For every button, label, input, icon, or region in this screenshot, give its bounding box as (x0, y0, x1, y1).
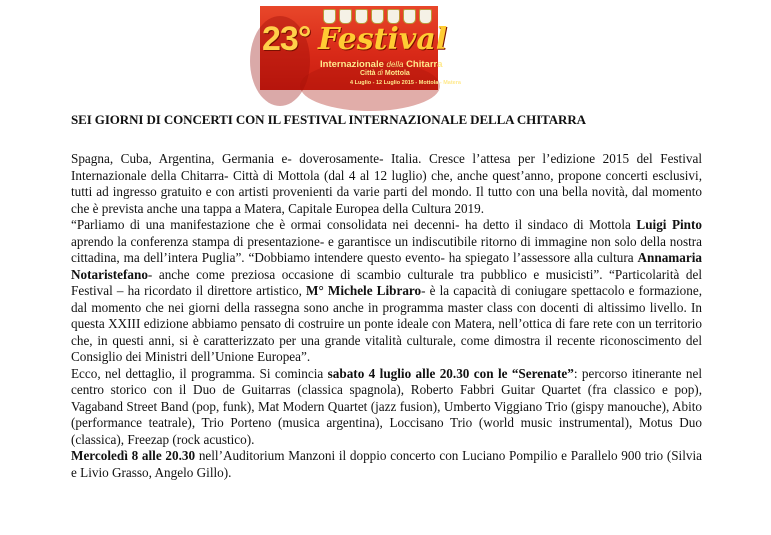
paragraph: Mercoledì 8 alle 20.30 nell’Auditorium Manzoni il doppio concerto con Luciano Pompilio e Parallelo 900 trio (Silvia e Livio Grasso, Angelo Gillo). (71, 448, 702, 480)
festival-subtitle: Internazionale della Chitarra (320, 59, 443, 70)
festival-banner (260, 6, 461, 90)
paragraph: Spagna, Cuba, Argentina, Germania e- doverosamente- Italia. Cresce l’attesa per l’edizione 2015 del Festival Internazionale della Chitarra- Città di Mottola (dal 4 al 12 luglio) che, anche quest’anno, propone concerti esclusivi, tutti ad ingresso gratuito e con artisti provenienti da varie parti del mondo. Il tutto con una bella novità, dal momento che è prevista anche una tappa a Matera, Capitale Europea della Cultura 2019. (71, 151, 702, 216)
festival-title: Festival (318, 22, 448, 57)
edition-number: 23° (262, 20, 311, 58)
paragraph: “Parliamo di una manifestazione che è ormai consolidata nei decenni- ha detto il sindaco di Mottola Luigi Pinto aprendo la conferenza stampa di presentazione- e garantisce un indiscutibile ritorno di immagine non solo della nostra cittadina, ma dell’intera Puglia”. “Dobbiamo intendere questo evento- ha spiegato l’assessore alla cultura Annamaria Notaristefano- anche come preziosa occasione di scambio culturale tra pubblico e musicisti”. “Particolarità del Festival – ha ricordato il direttore artistico, M° Michele Libraro- è la capacità di coniugare spettacolo e formazione, dal momento che nei giorni della rassegna sono anche in programma master class con docenti di altissimo livello. In questa XXIII edizione abbiamo pensato di costruire un ponte ideale con Matera, nell’ottica di fare rete con un territorio che, in questi anni, si è caratterizzato per una grande vitalità culturale, come dimostra il recente riconoscimento del Consiglio dei Ministri dell’Unione Europea”. (71, 217, 702, 364)
article-body (71, 151, 702, 481)
festival-dates: 4 Luglio - 12 Luglio 2015 - Mottola - Matera (350, 80, 461, 86)
article-heading: SEI GIORNI DI CONCERTI CON IL FESTIVAL INTERNAZIONALE DELLA CHITARRA (71, 112, 586, 127)
festival-city: Città di Mottola (360, 70, 410, 77)
paragraph: Ecco, nel dettaglio, il programma. Si comincia sabato 4 luglio alle 20.30 con le “Serenate”: percorso itinerante nel centro storico con il Duo de Guitarras (classica spagnola), Roberto Fabbri Guitar Quartet (fra classico e pop), Vagaband Street Band (pop, funk), Mat Modern Quartet (jazz fusion), Umberto Viggiano Trio (gispy manouche), Abito (performance teatrale), Trio Porteno (musica argentina), Loccisano Trio (world music instrumental), Motus Duo (classica), Freezap (rock acustico). (71, 365, 702, 447)
